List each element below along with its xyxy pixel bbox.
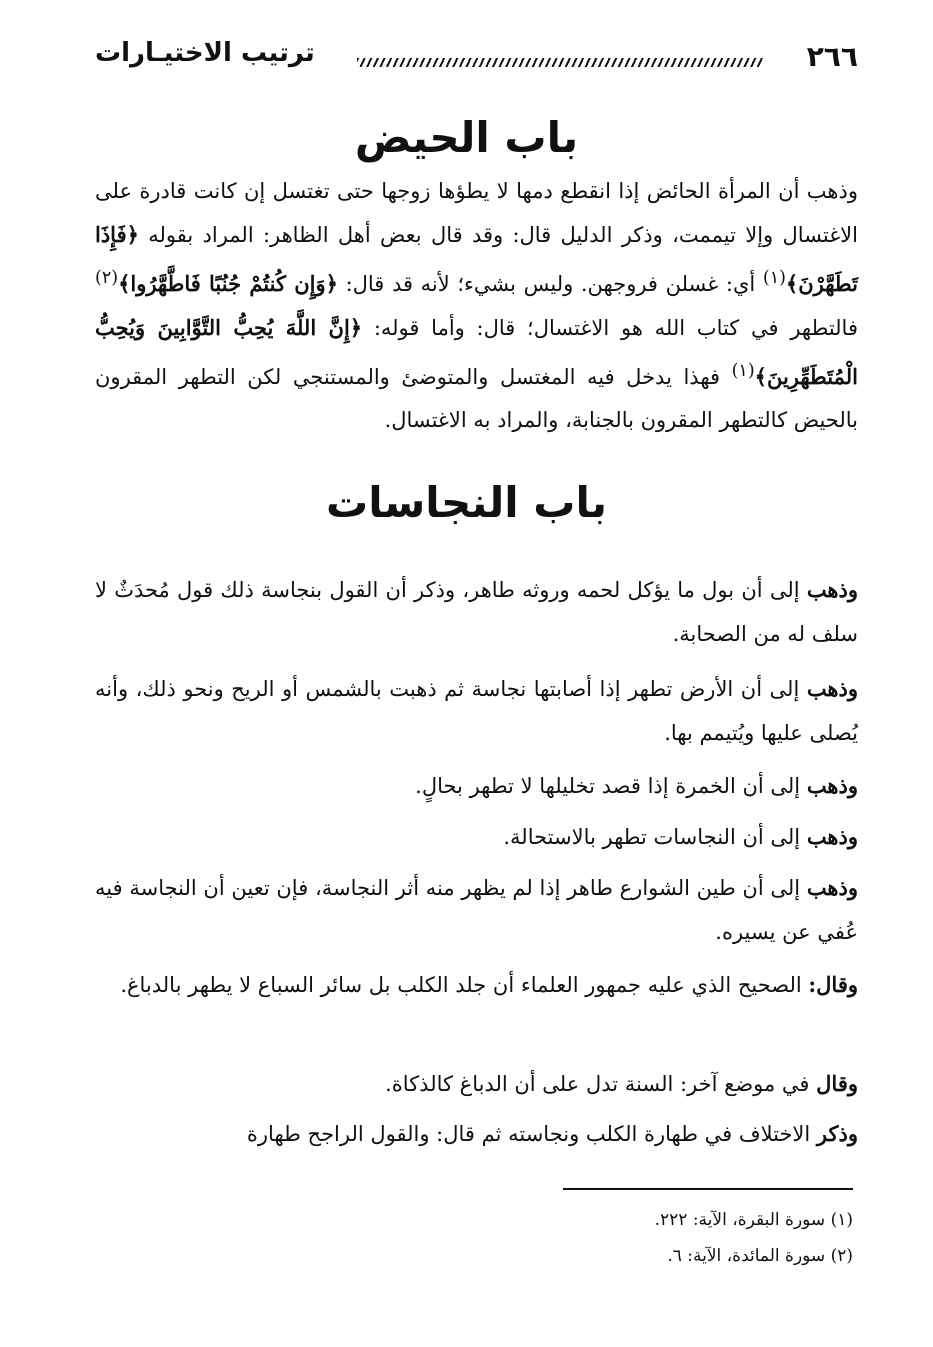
footnote-ref: (١): [731, 361, 755, 381]
impurities-paragraph: [95, 1112, 858, 1156]
header-divider: [357, 58, 763, 67]
paragraph-text: وذهب أن المرأة الحائض إذا انقطع دمها لا يطؤها زوجها حتى تغتسل إن كانت قادرة على الاغتسال وإلا تيممت، وذكر الدليل قال: وقد قال بعض أهل الظاهر: المراد بقوله: [95, 179, 858, 247]
paragraph-text: إلى أن طين الشوارع طاهر إذا لم يظهر منه أثر النجاسة، فإن تعين أن النجاسة فيه عُفي عن يسيره.: [95, 876, 858, 944]
paragraph-lead: وذهب: [806, 577, 858, 602]
impurities-paragraph: [95, 764, 858, 808]
paragraph-text: في موضع آخر: السنة تدل على أن الدباغ كالذكاة.: [385, 1072, 817, 1096]
page-header: [95, 30, 858, 80]
chapter-title-menstruation: باب الحيض: [354, 113, 579, 162]
paragraph-text: إلى أن النجاسات تطهر بالاستحالة.: [503, 825, 807, 849]
impurities-paragraph: [95, 1062, 858, 1106]
paragraph-lead: وذهب: [806, 875, 858, 900]
paragraph-text: إلى أن بول ما يؤكل لحمه وروثه طاهر، وذكر أن القول بنجاسة ذلك قول مُحدَثٌ لا سلف له من الصحابة.: [95, 578, 858, 646]
paragraph-text: الصحيح الذي عليه جمهور العلماء أن جلد الكلب بل سائر السباع لا يطهر بالدباغ.: [120, 973, 809, 997]
impurities-paragraph: [95, 815, 858, 859]
paragraph-text: الاختلاف في طهارة الكلب ونجاسته ثم قال: والقول الراجح طهارة: [246, 1122, 817, 1146]
impurities-paragraph: [95, 963, 858, 1007]
footnote-ref: (١): [762, 268, 786, 288]
impurities-paragraph: [95, 667, 858, 755]
paragraph-lead: وذهب: [806, 773, 858, 798]
paragraph-lead: وذهب: [806, 676, 858, 701]
impurities-paragraph: [95, 568, 858, 656]
paragraph-lead: وذكر: [816, 1121, 858, 1146]
footnote: (١) سورة البقرة، الآية: ٢٢٢.: [654, 1210, 853, 1230]
chapter-title-impurities: باب النجاسات: [326, 478, 607, 527]
quran-verse: ﴿فَإِذَا تَطَهَّرْنَ﴾: [95, 222, 858, 296]
footnotes: [95, 1202, 853, 1274]
paragraph-text: فهذا يدخل فيه المغتسل والمتوضئ والمستنجي لكن التطهر المقرون بالحيض كالتطهر المقرون بالجنابة، والمراد به الاغتسال.: [95, 365, 858, 432]
paragraph-lead: وذهب: [806, 824, 858, 849]
footnote: (٢) سورة المائدة، الآية: ٦.: [667, 1246, 853, 1266]
paragraph-text: فالتطهر في كتاب الله هو الاغتسال؛ قال: وأما قوله:: [362, 316, 858, 340]
menstruation-paragraph: [95, 170, 858, 442]
running-title: ترتيب الاختيـارات: [95, 38, 315, 68]
paragraph-lead: وقال:: [808, 972, 858, 997]
quran-verse: ﴿وَإِن كُنتُمْ جُنُبًا فَاطَّهَّرُوا﴾: [118, 271, 338, 296]
paragraph-text: إلى أن الخمرة إذا قصد تخليلها لا تطهر بحالٍ.: [415, 774, 807, 798]
paragraph-lead: وقال: [816, 1071, 858, 1096]
paragraph-text: أي: غسلن فروجهن. وليس بشيء؛ لأنه قد قال:: [337, 272, 763, 296]
footnote-divider: [563, 1188, 853, 1190]
impurities-paragraph: [95, 866, 858, 954]
quran-verse: ﴿إِنَّ اللَّهَ يُحِبُّ التَّوَّابِينَ وَيُحِبُّ الْمُتَطَهِّرِينَ﴾: [95, 315, 858, 389]
page-number: ٢٦٦: [806, 40, 858, 73]
paragraph-text: إلى أن الأرض تطهر إذا أصابتها نجاسة ثم ذهبت بالشمس أو الريح ونحو ذلك، وأنه يُصلى عليها ويُتيمم بها.: [95, 677, 858, 745]
footnote-ref: (٢): [95, 268, 119, 288]
